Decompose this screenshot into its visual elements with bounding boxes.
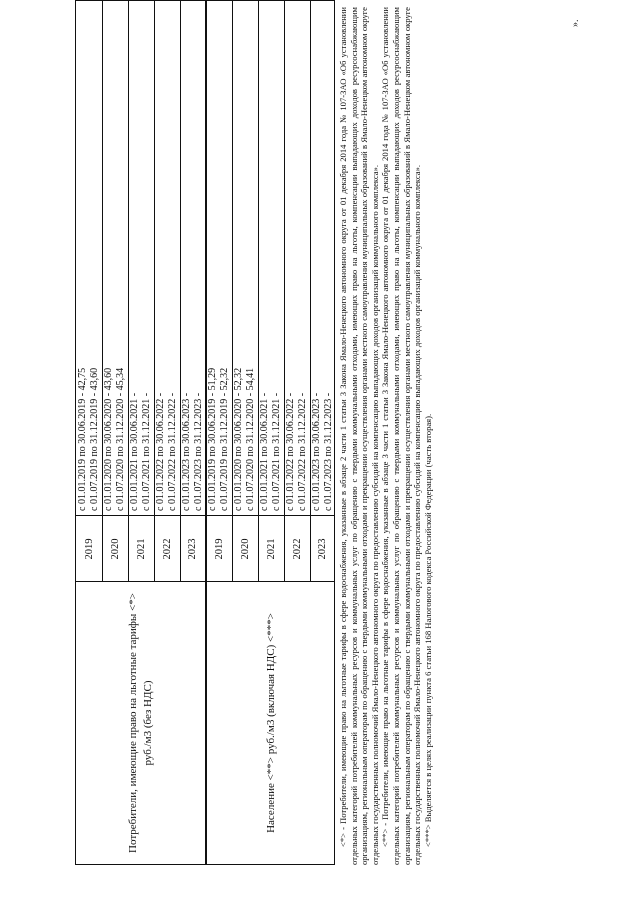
category-label: Потребители, имеющие право на льготные тарифы <*> руб./м3 (без НДС) bbox=[126, 593, 154, 853]
year-cell bbox=[258, 516, 284, 582]
tariff-line: с 01.07.2022 по 31.12.2022 - bbox=[297, 392, 308, 511]
year-cell bbox=[102, 516, 128, 582]
tariff-line: с 01.01.2021 по 30.06.2021 - bbox=[129, 392, 140, 511]
tariff-line: с 01.01.2020 по 30.06.2020 - 43,60 bbox=[103, 367, 114, 511]
category-cell bbox=[206, 582, 336, 864]
year-label: 2023 bbox=[316, 538, 328, 560]
year-label: 2020 bbox=[239, 538, 251, 560]
tariff-line: с 01.07.2019 по 31.12.2019 - 52,32 bbox=[219, 367, 230, 511]
year-cell bbox=[128, 516, 154, 582]
footnote: <*> - Потребители, имеющие право на льготные тарифы в сфере водоснабжения, указанные в абзаце 2 части 1 статьи 3 Закона Ямало-Ненецкого автономного округа от 01 декабря 2014 года № 107-ЗАО «Об установлении отдельных категорий потребителей коммунальных ресурсов и коммунальных услуг по обращению с твердыми коммунальными отходами, имеющих право на льготы, компенсации выпадающих доходов ресурсоснабжающим организациям, региональным операторам по обращению с твердыми коммунальными отходами и прекращении осуществления органами местного самоуправления муниципальных образований в Ямало-Ненецком автономном округе отдельных государственных полномочий Ямало-Ненецкого автономного округа по предоставлению субсидий на компенсацию выпадающих доходов организаций коммунального комплекса». bbox=[338, 7, 380, 865]
year-label: 2022 bbox=[161, 538, 173, 560]
category-cell bbox=[76, 582, 205, 864]
tariff-line: с 01.07.2019 по 31.12.2019 - 43,60 bbox=[89, 367, 100, 511]
tariff-line: с 01.07.2020 по 31.12.2020 - 45,34 bbox=[115, 367, 126, 511]
tariff-line: с 01.07.2020 по 31.12.2020 - 54,41 bbox=[245, 367, 256, 511]
tariff-line: с 01.01.2022 по 30.06.2022 - bbox=[155, 392, 166, 511]
year-label: 2019 bbox=[83, 538, 95, 560]
year-label: 2020 bbox=[109, 538, 121, 560]
year-label: 2019 bbox=[213, 538, 225, 560]
tariff-line: с 01.01.2019 по 30.06.2019 - 51,29 bbox=[207, 367, 218, 511]
year-cell bbox=[206, 516, 232, 582]
tariff-column bbox=[76, 1, 205, 516]
tariff-line: с 01.01.2020 по 30.06.2020 - 52,32 bbox=[233, 367, 244, 511]
year-cell bbox=[154, 516, 180, 582]
category-label: Население <**> руб./м3 (включая НДС) <***> bbox=[264, 613, 277, 833]
closing-quote-mark: ». bbox=[570, 19, 581, 27]
year-cell bbox=[284, 516, 310, 582]
tariff-line: с 01.07.2023 по 31.12.2023 - bbox=[323, 392, 334, 511]
tariff-line: с 01.01.2023 по 30.06.2023 - bbox=[181, 392, 192, 511]
tariff-line: с 01.01.2019 по 30.06.2019 - 42,75 bbox=[77, 367, 88, 511]
tariff-line: с 01.07.2021 по 31.12.2021 - bbox=[271, 392, 282, 511]
year-cell bbox=[232, 516, 258, 582]
year-cell bbox=[76, 516, 102, 582]
tariff-line: с 01.01.2023 по 30.06.2023 - bbox=[311, 392, 322, 511]
footnote: <**> - Потребители, имеющие право на льготные тарифы в сфере водоснабжения, указанные в абзаце 3 части 1 статьи 3 Закона Ямало-Ненецкого автономного округа от 01 декабря 2014 года № 107-ЗАО «Об установлении отдельных категорий потребителей коммунальных ресурсов и коммунальных услуг по обращению с твердыми коммунальными отходами, имеющих право на льготы, компенсации выпадающих доходов ресурсоснабжающим организациям, региональным операторам по обращению с твердыми коммунальными отходами и прекращении осуществления органами местного самоуправления муниципальных образований в Ямало-Ненецком автономном округе отдельных государственных полномочий Ямало-Ненецкого автономного округа по предоставлению субсидий на компенсацию выпадающих доходов организаций коммунального комплекса». bbox=[380, 7, 423, 865]
tariff-line: с 01.01.2022 по 30.06.2022 - bbox=[285, 392, 296, 511]
year-label: 2022 bbox=[291, 538, 303, 560]
tariff-column bbox=[206, 1, 336, 516]
year-cell bbox=[310, 516, 334, 582]
tariff-table bbox=[75, 0, 335, 865]
footnote: <***> Выделяется в целях реализации пункта 6 статьи 168 Налогового кодекса Российской Федерации (часть вторая). bbox=[422, 413, 433, 847]
tariff-line: с 01.07.2022 по 31.12.2022 - bbox=[167, 392, 178, 511]
year-cell bbox=[180, 516, 205, 582]
tariff-line: с 01.07.2023 по 31.12.2023 - bbox=[193, 392, 204, 511]
year-label: 2023 bbox=[187, 538, 198, 560]
tariff-line: с 01.01.2021 по 30.06.2021 - bbox=[259, 392, 270, 511]
footnotes bbox=[338, 7, 433, 865]
year-label: 2021 bbox=[265, 538, 277, 560]
tariff-line: с 01.07.2021 по 31.12.2021 - bbox=[141, 392, 152, 511]
year-label: 2021 bbox=[135, 538, 147, 560]
